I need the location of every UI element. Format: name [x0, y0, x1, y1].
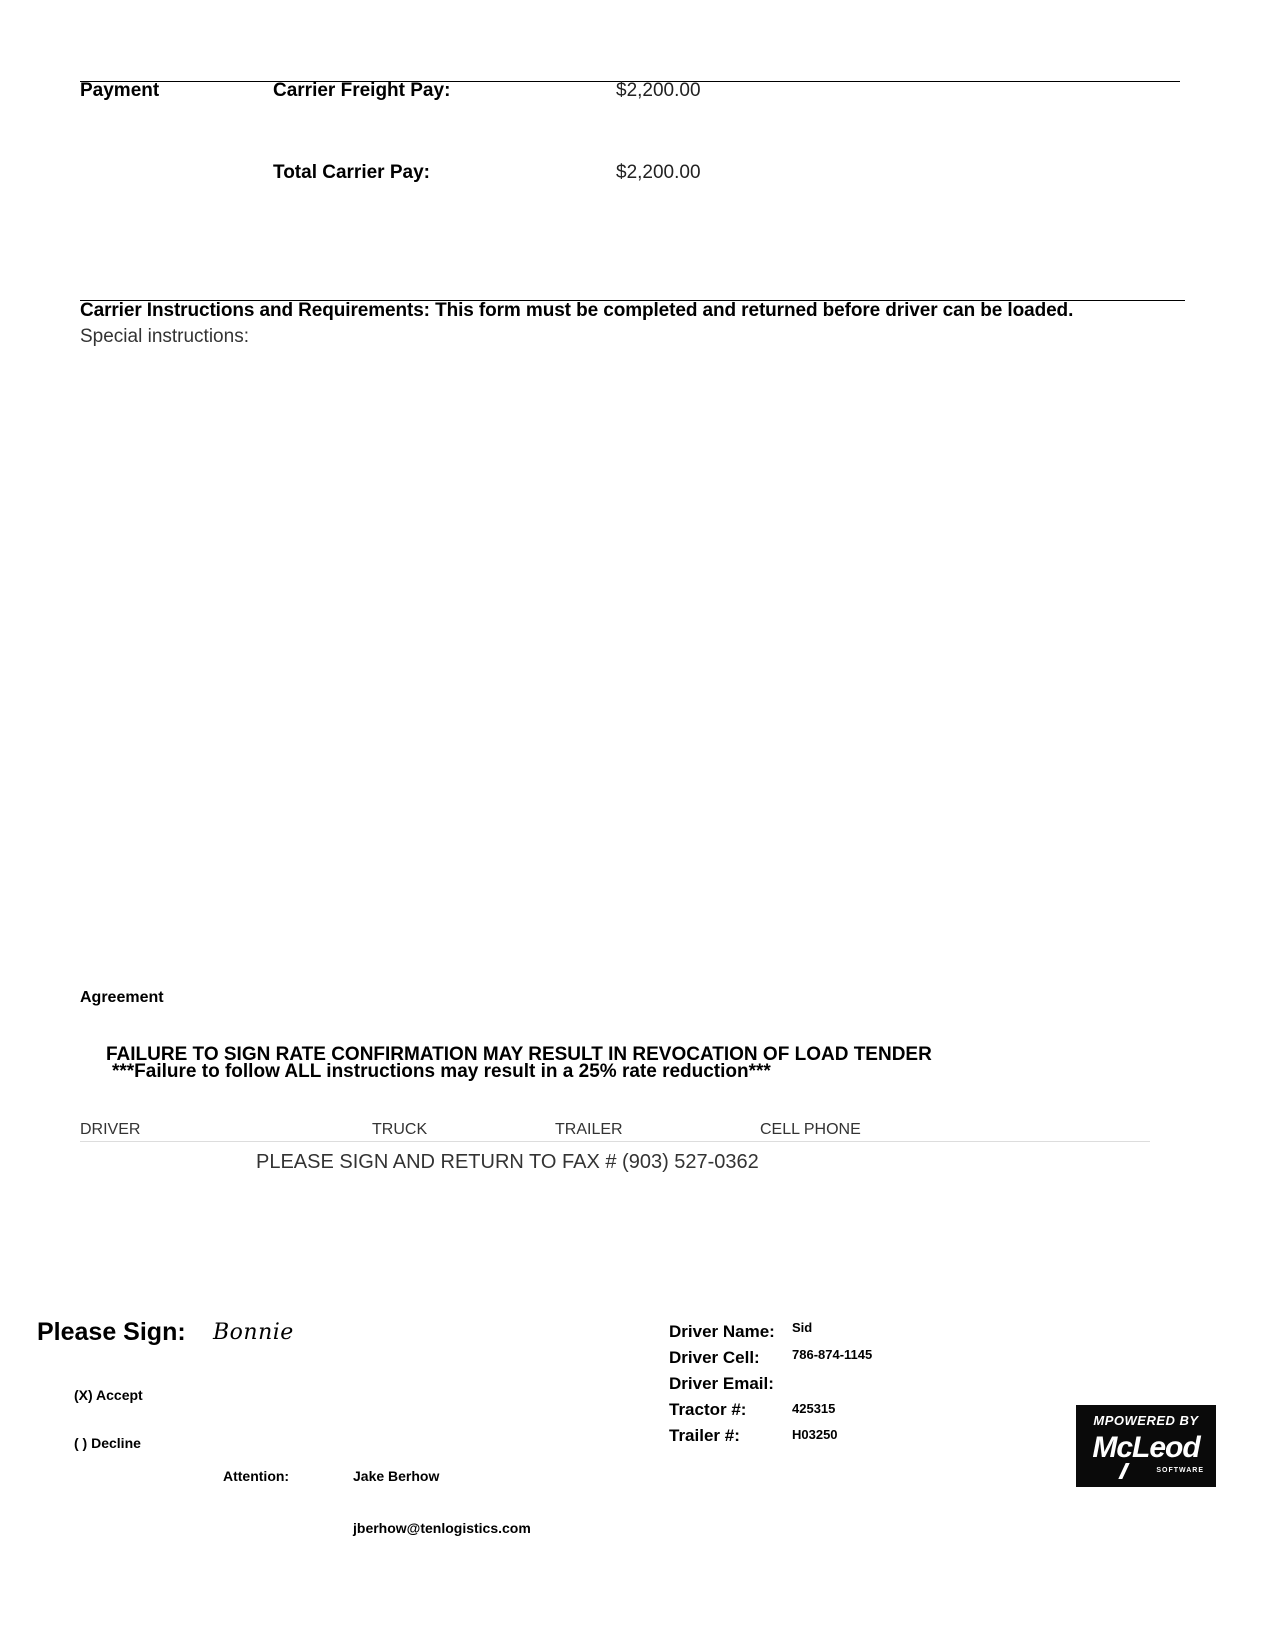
payment-section-label: Payment	[80, 80, 160, 101]
columns-underline	[80, 1141, 1150, 1142]
column-trailer: TRAILER	[555, 1121, 623, 1138]
accept-option: (X) Accept	[74, 1387, 143, 1403]
signature: Bonnie	[213, 1320, 294, 1345]
instructions-heading: Carrier Instructions and Requirements: This form must be completed and returned before driver can be loaded.	[80, 300, 1074, 321]
logo-software: SOFTWARE	[1156, 1467, 1204, 1474]
freight-pay-label: Carrier Freight Pay:	[273, 80, 451, 101]
total-pay-value: $2,200.00	[616, 162, 701, 183]
decline-option: ( ) Decline	[74, 1435, 141, 1451]
column-driver: DRIVER	[80, 1121, 141, 1138]
driver-cell-value: 786-874-1145	[792, 1347, 873, 1362]
attention-label: Attention:	[223, 1468, 290, 1484]
column-cell-phone: CELL PHONE	[760, 1121, 861, 1138]
freight-pay-value: $2,200.00	[616, 80, 701, 101]
driver-email-label: Driver Email:	[669, 1374, 774, 1393]
logo-powered-by: MPOWERED BY	[1093, 1413, 1199, 1428]
agreement-warning-2: ***Failure to follow ALL instructions may result in a 25% rate reduction***	[112, 1061, 771, 1082]
please-sign-label: Please Sign:	[37, 1318, 186, 1346]
mcleod-logo	[1076, 1405, 1216, 1487]
attention-email: jberhow@tenlogistics.com	[353, 1520, 531, 1536]
special-instructions-label: Special instructions:	[80, 326, 249, 347]
total-pay-label: Total Carrier Pay:	[273, 162, 430, 183]
trailer-value: H03250	[792, 1427, 838, 1442]
driver-cell-label: Driver Cell:	[669, 1348, 760, 1367]
logo-slash-mark	[1118, 1463, 1129, 1479]
column-truck: TRUCK	[372, 1121, 428, 1138]
driver-name-label: Driver Name:	[669, 1322, 775, 1341]
tractor-label: Tractor #:	[669, 1400, 747, 1419]
tractor-value: 425315	[792, 1401, 836, 1416]
logo-brand: McLeod	[1092, 1431, 1200, 1464]
attention-name: Jake Berhow	[353, 1468, 440, 1484]
driver-name-value: Sid	[792, 1320, 813, 1335]
agreement-label: Agreement	[80, 989, 164, 1006]
agreement-warning-1: FAILURE TO SIGN RATE CONFIRMATION MAY RESULT IN REVOCATION OF LOAD TENDER	[106, 1044, 932, 1065]
fax-instruction: PLEASE SIGN AND RETURN TO FAX # (903) 527-0362	[256, 1151, 759, 1173]
trailer-label: Trailer #:	[669, 1426, 740, 1445]
